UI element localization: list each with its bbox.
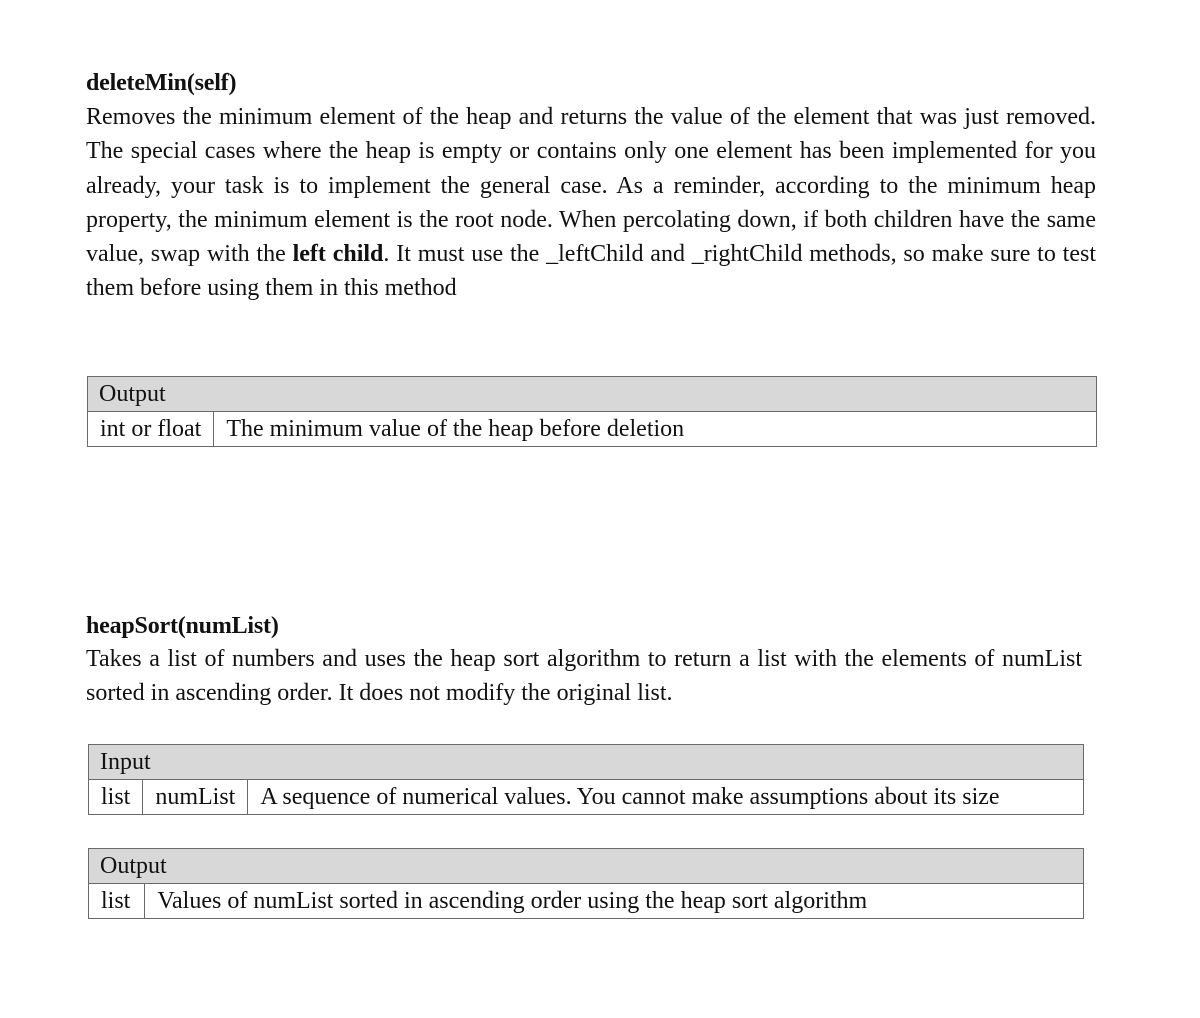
heap-sort-description: Takes a list of numbers and uses the heap sort algorithm to return a list with the elements of numList sorted in ascending order. It does not modify the original list. [86, 646, 1082, 707]
input-type-cell: list [89, 780, 143, 815]
heap-sort-input-table [88, 744, 1084, 815]
input-table-header: Input [89, 745, 1084, 780]
table-row [89, 884, 1084, 919]
input-name-cell: numList [143, 780, 248, 815]
output-table-header: Output [88, 377, 1097, 412]
heap-sort-heading: heapSort(numList) [86, 613, 279, 639]
left-child-method-name: _leftChild [546, 241, 644, 268]
delete-min-output-table [87, 376, 1097, 447]
left-child-emphasis: left child [292, 241, 384, 268]
delete-min-description-text: Removes the minimum element of the heap and returns the value of the element that was just removed. The special cases where the heap is empty or contains only one element has been implemented for you already, your task is to implement the general case. As a reminder, according to the minimum heap property, the minimum element is the root node. When percolating down, if both children have the same value, swap with the [86, 104, 1096, 268]
delete-min-section [86, 68, 1096, 306]
heap-sort-output-table [88, 848, 1084, 919]
input-description-cell: A sequence of numerical values. You cannot make assumptions about its size [248, 780, 1084, 815]
output-table-header: Output [89, 849, 1084, 884]
delete-min-description [86, 100, 1096, 306]
output-description-cell: The minimum value of the heap before deletion [214, 412, 1097, 447]
delete-min-description-and: and [643, 241, 692, 268]
table-header-row [88, 377, 1097, 412]
output-type-cell: list [89, 884, 145, 919]
delete-min-heading: deleteMin(self) [86, 70, 237, 96]
heap-sort-section [86, 611, 1082, 711]
table-header-row [89, 745, 1084, 780]
output-description-cell: Values of numList sorted in ascending order using the heap sort algorithm [145, 884, 1084, 919]
delete-min-description-end: methods, so make sure to test them before using them in this method [86, 241, 1096, 302]
table-row [88, 412, 1097, 447]
table-header-row [89, 849, 1084, 884]
table-row [89, 780, 1084, 815]
delete-min-description-middle: . It must use the [383, 241, 547, 268]
right-child-method-name: _rightChild [691, 241, 803, 268]
output-type-cell: int or float [88, 412, 214, 447]
